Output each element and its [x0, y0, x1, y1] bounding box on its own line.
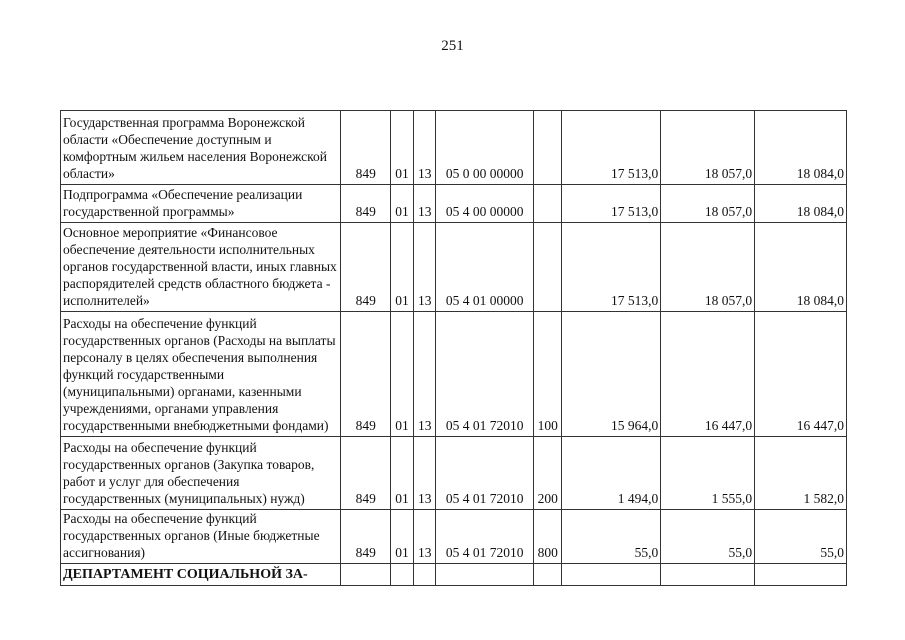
row-description: Подпрограмма «Обеспечение реализации государственной программы»	[61, 185, 341, 223]
section-code: 01	[390, 111, 413, 185]
expense-type-code	[534, 223, 562, 312]
budget-table	[60, 110, 847, 586]
subsection-code: 13	[414, 312, 436, 437]
grbs-code: 849	[341, 223, 390, 312]
section-code: 01	[390, 437, 413, 510]
subsection-code: 13	[414, 223, 436, 312]
amount-year-1: 15 964,0	[562, 312, 661, 437]
section-code: 01	[390, 312, 413, 437]
amount-year-2: 16 447,0	[661, 312, 755, 437]
amount-year-2: 18 057,0	[661, 111, 755, 185]
table-row	[61, 437, 847, 510]
grbs-code: 849	[341, 185, 390, 223]
table-row	[61, 185, 847, 223]
amount-year-2	[661, 564, 755, 586]
grbs-code	[341, 564, 390, 586]
grbs-code: 849	[341, 111, 390, 185]
grbs-code: 849	[341, 437, 390, 510]
page-number: 251	[441, 38, 464, 54]
amount-year-1: 1 494,0	[562, 437, 661, 510]
amount-year-3: 1 582,0	[755, 437, 847, 510]
amount-year-3: 18 084,0	[755, 185, 847, 223]
row-description: Государственная программа Воронежской области «Обеспечение доступным и комфортным жильем населения Воронежской области»	[61, 111, 341, 185]
row-description: Расходы на обеспечение функций государственных органов (Закупка товаров, работ и услуг для обеспечения государственных (муниципальных) нужд)	[61, 437, 341, 510]
target-article-code: 05 4 01 72010	[436, 510, 534, 564]
table-row	[61, 564, 847, 586]
target-article-code	[436, 564, 534, 586]
table-row	[61, 223, 847, 312]
amount-year-2: 18 057,0	[661, 185, 755, 223]
row-description: Основное мероприятие «Финансовое обеспечение деятельности исполнительных органов государственной власти, иных главных распорядителей средств областного бюджета - исполнителей»	[61, 223, 341, 312]
target-article-code: 05 4 01 72010	[436, 437, 534, 510]
grbs-code: 849	[341, 312, 390, 437]
row-description: Расходы на обеспечение функций государственных органов (Иные бюджетные ассигнования)	[61, 510, 341, 564]
expense-type-code: 100	[534, 312, 562, 437]
section-code: 01	[390, 510, 413, 564]
amount-year-1: 55,0	[562, 510, 661, 564]
section-code: 01	[390, 185, 413, 223]
amount-year-2: 18 057,0	[661, 223, 755, 312]
expense-type-code	[534, 564, 562, 586]
subsection-code: 13	[414, 185, 436, 223]
target-article-code: 05 4 01 00000	[436, 223, 534, 312]
amount-year-3	[755, 564, 847, 586]
amount-year-2: 1 555,0	[661, 437, 755, 510]
amount-year-3: 16 447,0	[755, 312, 847, 437]
target-article-code: 05 4 01 72010	[436, 312, 534, 437]
department-heading: ДЕПАРТАМЕНТ СОЦИАЛЬНОЙ ЗА-	[61, 564, 341, 586]
amount-year-3: 18 084,0	[755, 223, 847, 312]
row-description: Расходы на обеспечение функций государственных органов (Расходы на выплаты персоналу в целях обеспечения выполнения функций государственными (муниципальными) органами, казенными учреждениями, органами управления государственными внебюджетными фондами)	[61, 312, 341, 437]
table-row	[61, 111, 847, 185]
amount-year-1: 17 513,0	[562, 111, 661, 185]
subsection-code	[414, 564, 436, 586]
table-row	[61, 510, 847, 564]
grbs-code: 849	[341, 510, 390, 564]
amount-year-1: 17 513,0	[562, 185, 661, 223]
subsection-code: 13	[414, 510, 436, 564]
section-code	[390, 564, 413, 586]
amount-year-1	[562, 564, 661, 586]
expense-type-code	[534, 111, 562, 185]
target-article-code: 05 4 00 00000	[436, 185, 534, 223]
section-code: 01	[390, 223, 413, 312]
subsection-code: 13	[414, 111, 436, 185]
amount-year-3: 18 084,0	[755, 111, 847, 185]
expense-type-code	[534, 185, 562, 223]
table-row	[61, 312, 847, 437]
amount-year-2: 55,0	[661, 510, 755, 564]
expense-type-code: 800	[534, 510, 562, 564]
expense-type-code: 200	[534, 437, 562, 510]
amount-year-1: 17 513,0	[562, 223, 661, 312]
target-article-code: 05 0 00 00000	[436, 111, 534, 185]
subsection-code: 13	[414, 437, 436, 510]
amount-year-3: 55,0	[755, 510, 847, 564]
